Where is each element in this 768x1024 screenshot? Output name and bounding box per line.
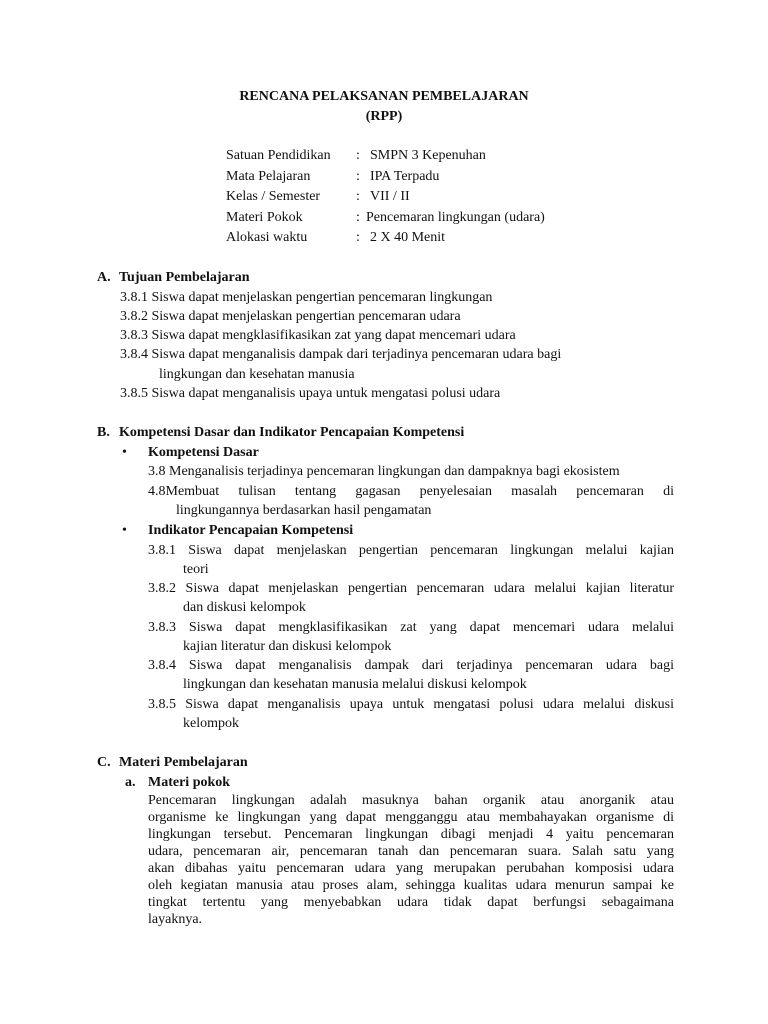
identity-row <box>226 187 545 208</box>
identity-label: Kelas / Semester <box>226 189 321 204</box>
section-letter: B. <box>97 425 110 440</box>
paragraph-line: layaknya. <box>148 912 203 927</box>
paragraph-line: Pencemaran lingkungan adalah masuknya bahan organik atau anorganik atau <box>148 793 674 808</box>
section-letter: A. <box>97 270 111 285</box>
paragraph-line: lingkungan tersebut. Pencemaran lingkungan dibagi menjadi 4 yaitu pencemaran <box>148 827 674 842</box>
ipk-item-continuation: lingkungan dan kesehatan manusia melalui diskusi kelompok <box>183 677 527 692</box>
identity-colon: : <box>356 148 360 163</box>
objective-item: 3.8.4 Siswa dapat menganalisis dampak dari terjadinya pencemaran udara bagi <box>120 347 562 362</box>
identity-value: IPA Terpadu <box>370 168 440 184</box>
identity-row <box>226 228 545 249</box>
ipk-item: 3.8.3 Siswa dapat mengklasifikasikan zat yang dapat mencemari udara melalui <box>148 620 674 635</box>
identity-label: Alokasi waktu <box>226 230 308 245</box>
document-title: RENCANA PELAKSANAN PEMBELAJARAN <box>239 89 529 104</box>
subsection-title: Materi pokok <box>148 775 231 790</box>
ipk-item: 3.8.5 Siswa dapat menganalisis upaya untuk mengatasi polusi udara melalui diskusi <box>148 697 674 712</box>
identity-label: Materi Pokok <box>226 209 303 225</box>
ipk-item-continuation: dan diskusi kelompok <box>183 600 306 615</box>
identity-row <box>226 208 545 229</box>
subheading-title: Kompetensi Dasar <box>148 445 259 460</box>
section-title: Kompetensi Dasar dan Indikator Pencapaian Kompetensi <box>119 425 465 440</box>
identity-colon: : <box>356 189 360 204</box>
identity-colon: : <box>356 168 360 184</box>
identity-value: VII / II <box>370 189 410 204</box>
ipk-subheading <box>122 521 353 540</box>
section-a-heading <box>97 268 250 287</box>
identity-label: Satuan Pendidikan <box>226 148 331 163</box>
ipk-item: 3.8.1 Siswa dapat menjelaskan pengertian pencemaran lingkungan melalui kajian <box>148 543 674 558</box>
kd-item-continuation: lingkungannya berdasarkan hasil pengamatan <box>176 503 432 518</box>
ipk-item: 3.8.4 Siswa dapat menganalisis dampak dari terjadinya pencemaran udara bagi <box>148 658 674 673</box>
kd-subheading <box>122 443 259 462</box>
identity-label: Mata Pelajaran <box>226 168 311 184</box>
paragraph-line: akan dibahas yaitu pencemaran udara yang merupakan perubahan komposisi udara <box>148 861 674 876</box>
identity-table <box>226 146 545 249</box>
bullet-icon: • <box>122 523 127 538</box>
objective-item-continuation: lingkungan dan kesehatan manusia <box>159 367 355 382</box>
ipk-item-continuation: teori <box>183 562 209 577</box>
objective-item: 3.8.5 Siswa dapat menganalisis upaya untuk mengatasi polusi udara <box>120 386 501 401</box>
objective-item: 3.8.1 Siswa dapat menjelaskan pengertian pencemaran lingkungan <box>120 290 493 305</box>
objective-item: 3.8.3 Siswa dapat mengklasifikasikan zat yang dapat mencemari udara <box>120 328 516 343</box>
kd-item: 3.8 Menganalisis terjadinya pencemaran lingkungan dan dampaknya bagi ekosistem <box>148 464 620 479</box>
identity-colon: : <box>356 209 360 225</box>
ipk-item-continuation: kajian literatur dan diskusi kelompok <box>183 639 392 654</box>
identity-value: 2 X 40 Menit <box>370 230 446 245</box>
subheading-title: Indikator Pencapaian Kompetensi <box>148 523 354 538</box>
paragraph-line: tingkat tertentu yang menyebabkan udara tidak dapat berfungsi sebagaimana <box>148 895 674 910</box>
materi-subheading <box>125 773 230 792</box>
objective-item: 3.8.2 Siswa dapat menjelaskan pengertian pencemaran udara <box>120 309 461 324</box>
identity-value: SMPN 3 Kepenuhan <box>370 148 486 163</box>
section-title: Materi Pembelajaran <box>119 755 248 770</box>
bullet-icon: • <box>122 445 127 460</box>
section-title: Tujuan Pembelajaran <box>119 270 250 285</box>
ipk-item-continuation: kelompok <box>183 716 239 731</box>
paragraph-line: oleh kegiatan manusia atau proses alam, sehingga kualitas udara menurun sampai ke <box>148 878 674 893</box>
ipk-item: 3.8.2 Siswa dapat menjelaskan pengertian pencemaran udara melalui kajian literatur <box>148 581 674 596</box>
paragraph-line: organisme ke lingkungan yang dapat mengganggu atau membahayakan organisme di <box>148 810 674 825</box>
subsection-letter: a. <box>125 775 136 790</box>
identity-colon: : <box>356 230 360 245</box>
kd-item: 4.8Membuat tulisan tentang gagasan penyelesaian masalah pencemaran di <box>148 484 674 499</box>
section-c-heading <box>97 753 248 772</box>
materi-paragraph <box>148 792 674 928</box>
document-subtitle: (RPP) <box>365 109 403 124</box>
section-b-heading <box>97 423 464 442</box>
section-letter: C. <box>97 755 111 770</box>
identity-row <box>226 167 545 188</box>
identity-row <box>226 146 545 167</box>
identity-value: Pencemaran lingkungan (udara) <box>366 209 545 225</box>
paragraph-line: udara, pencemaran air, pencemaran tanah dan pencemaran suara. Salah satu yang <box>148 844 674 859</box>
